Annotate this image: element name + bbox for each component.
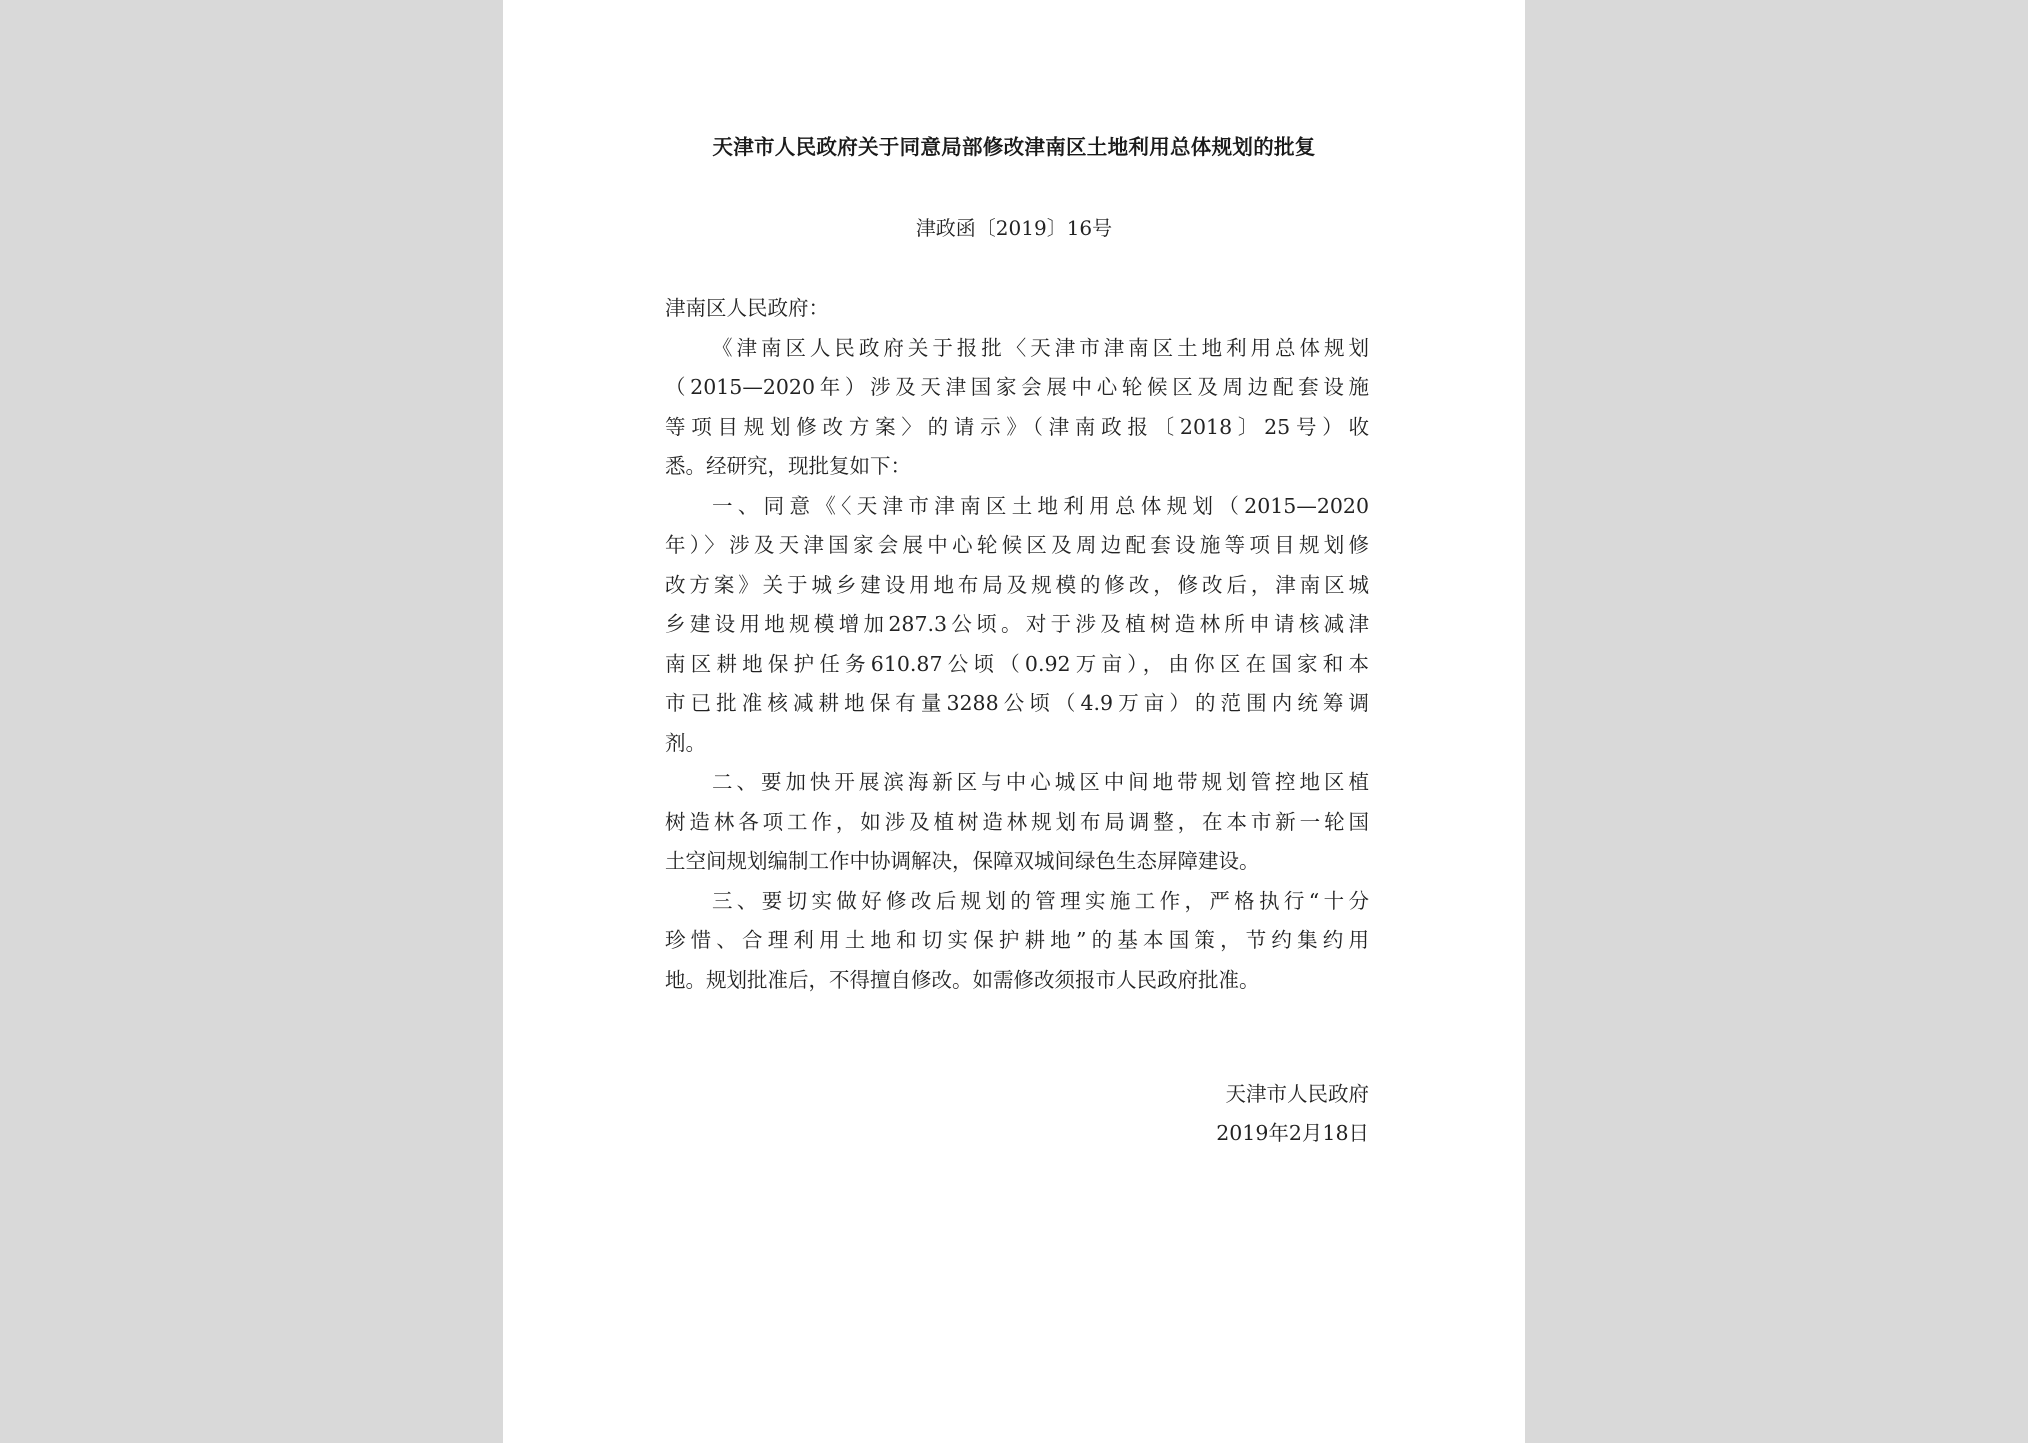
paragraph-line: 市已批准核减耕地保有量3288公顷（4.9万亩）的范围内统筹调 <box>665 691 1369 715</box>
paragraph-line: 年）〉涉及天津国家会展中心轮候区及周边配套设施等项目规划修 <box>665 533 1369 557</box>
paragraph-3 <box>665 763 1369 882</box>
paragraph-line: 乡建设用地规模增加287.3公顷。对于涉及植树造林所申请核减津 <box>665 612 1369 636</box>
signature-block <box>1216 1075 1369 1153</box>
paragraph-line: 一、同意《〈天津市津南区土地利用总体规划（2015—2020 <box>712 493 1369 518</box>
document-title: 天津市人民政府关于同意局部修改津南区土地利用总体规划的批复 <box>712 135 1316 159</box>
paragraph-line: 树造林各项工作，如涉及植树造林规划布局调整，在本市新一轮国 <box>665 809 1369 834</box>
paragraph-line: 剂。 <box>665 730 706 755</box>
paragraph-4 <box>665 882 1369 1001</box>
document-page <box>503 0 1525 1443</box>
salutation: 津南区人民政府： <box>665 296 829 320</box>
paragraph-line: 《津南区人民政府关于报批〈天津市津南区土地利用总体规划 <box>712 335 1369 360</box>
paragraph-line: 改方案》关于城乡建设用地布局及规模的修改，修改后，津南区城 <box>665 572 1369 597</box>
paragraph-line: 南区耕地保护任务610.87公顷（0.92万亩），由你区在国家和本 <box>665 651 1369 676</box>
paragraph-line: 三、要切实做好修改后规划的管理实施工作，严格执行“十分 <box>712 888 1369 913</box>
paragraph-line: 珍惜、合理利用土地和切实保护耕地”的基本国策，节约集约用 <box>665 928 1369 952</box>
paragraph-line: 等项目规划修改方案〉的请示》（津南政报〔2018〕25号）收 <box>665 414 1369 439</box>
paragraph-line: 土空间规划编制工作中协调解决，保障双城间绿色生态屏障建设。 <box>665 849 1260 873</box>
paragraph-2 <box>665 487 1369 764</box>
document-body <box>665 289 1369 1000</box>
issue-date: 2019年2月18日 <box>1216 1121 1369 1145</box>
paragraph-line: 地。规划批准后，不得擅自修改。如需修改须报市人民政府批准。 <box>665 967 1260 992</box>
paragraph-line: 二、要加快开展滨海新区与中心城区中间地带规划管控地区植 <box>712 770 1369 794</box>
issuer: 天津市人民政府 <box>1225 1082 1369 1106</box>
paragraph-line: （2015—2020年）涉及天津国家会展中心轮候区及周边配套设施 <box>665 375 1369 399</box>
paragraph-1 <box>665 329 1369 487</box>
paragraph-line: 悉。经研究，现批复如下： <box>665 454 911 478</box>
document-number: 津政函〔2019〕16号 <box>915 216 1113 240</box>
